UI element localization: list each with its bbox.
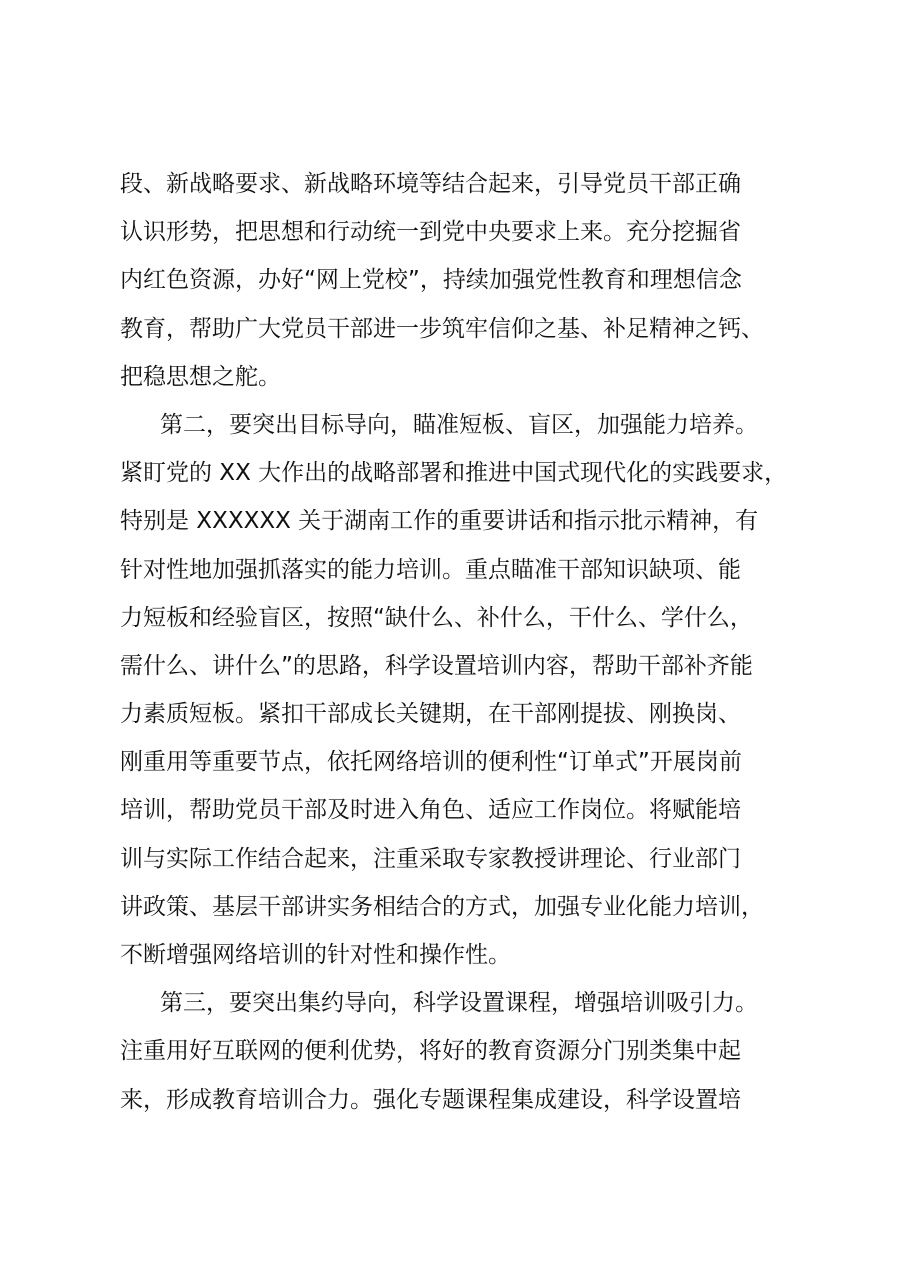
text-line: 把稳思想之舵。: [120, 363, 281, 390]
text-line: 内红色资源，办好“网上党校”，持续加强党性教育和理想信念: [120, 267, 742, 294]
text-line: 注重用好互联网的便利优势，将好的教育资源分门别类集中起: [120, 1038, 741, 1065]
text-line: 培训，帮助党员干部及时进入角色、适应工作岗位。将赋能培: [120, 797, 741, 824]
text-line: 不断增强网络培训的针对性和操作性。: [120, 942, 511, 968]
text-line: 来，形成教育培训合力。强化专题课程集成建设，科学设置培: [120, 1086, 741, 1113]
text-line: 紧盯党的 XX 大作出的战略部署和推进中国式现代化的实践要求，: [120, 460, 788, 487]
text-line: 训与实际工作结合起来，注重采取专家教授讲理论、行业部门: [120, 845, 741, 872]
text-line: 需什么、讲什么”的思路，科学设置培训内容，帮助干部补齐能: [120, 652, 753, 679]
text-line: 认识形势，把思想和行动统一到党中央要求上来。充分挖掘省: [120, 219, 741, 246]
document-body: [120, 160, 820, 1124]
text-line: 力短板和经验盲区，按照“缺什么、补什么，干什么、学什么，: [120, 604, 753, 631]
text-line: 力素质短板。紧扣干部成长关键期，在干部刚提拔、刚换岗、: [120, 701, 741, 728]
text-line: 针对性地加强抓落实的能力培训。重点瞄准干部知识缺项、能: [120, 556, 741, 583]
text-line: 教育，帮助广大党员干部进一步筑牢信仰之基、补足精神之钙、: [120, 315, 764, 342]
paragraph-start-line: 第二，要突出目标导向，瞄准短板、盲区，加强能力培养。: [160, 411, 758, 438]
paragraph-start-line: 第三，要突出集约导向，科学设置课程，增强培训吸引力。: [160, 990, 758, 1017]
text-line: 讲政策、基层干部讲实务相结合的方式，加强专业化能力培训，: [120, 893, 764, 920]
text-line: 刚重用等重要节点，依托网络培训的便利性“订单式”开展岗前: [120, 749, 742, 776]
text-line: 段、新战略要求、新战略环境等结合起来，引导党员干部正确: [120, 171, 741, 197]
text-line: 特别是 XXXXXX 关于湖南工作的重要讲话和指示批示精神，有: [120, 508, 759, 535]
